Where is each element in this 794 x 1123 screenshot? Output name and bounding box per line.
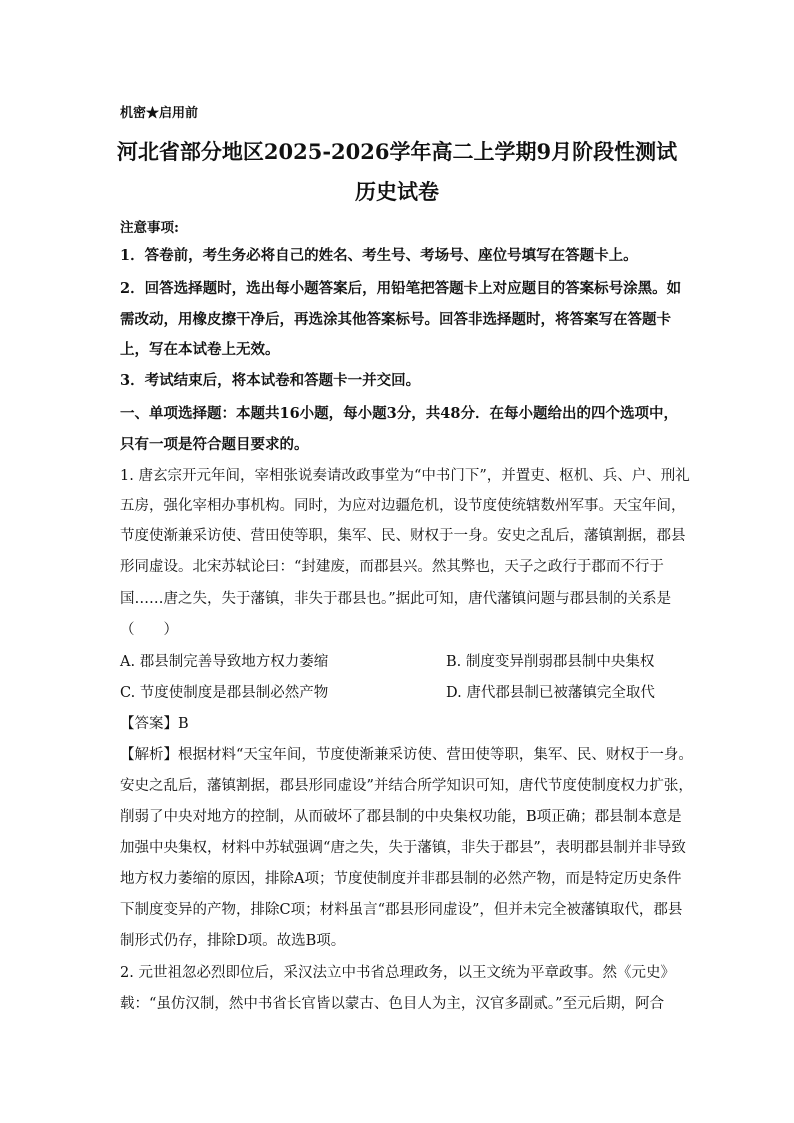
option-a: A. 郡县制完善导致地方权力萎缩 xyxy=(120,654,329,670)
question-1-text: 形同虚设。北宋苏轼论曰：“封建废，而郡县兴。然其弊也，天子之政行于郡而不行于 xyxy=(120,559,664,575)
answer-label: 【答案】B xyxy=(120,716,189,732)
analysis-text: 削弱了中央对地方的控制，从而破坏了郡县制的中央集权功能，B项正确；郡县制本意是 xyxy=(120,809,682,825)
answer-blank: （ ） xyxy=(120,622,178,638)
question-1-text: 1. 唐玄宗开元年间，宰相张说奏请改政事堂为“中书门下”，并置吏、枢机、兵、户、刑礼 xyxy=(120,468,690,484)
analysis-text: 加强中央集权，材料中苏轼强调“唐之失，失于藩镇，非失于郡县”，表明郡县制并非导致 xyxy=(120,840,686,856)
analysis-text: 下制度变异的产物，排除C项；材料虽言“郡县形同虚设”，但并未完全被藩镇取代，郡县 xyxy=(120,902,683,918)
exam-subject: 历史试卷 xyxy=(355,179,439,204)
question-1-text: 五房，强化宰相办事机构。同时，为应对边疆危机，设节度使统辖数州军事。天宝年间， xyxy=(120,498,686,514)
option-d: D. 唐代郡县制已被藩镇完全取代 xyxy=(446,685,655,701)
question-1-text: 节度使渐兼采访使、营田使等职，集军、民、财权于一身。安史之乱后，藩镇割据，郡县 xyxy=(120,528,686,544)
notes-line: 上，写在本试卷上无效。 xyxy=(120,341,280,358)
analysis-text: 地方权力萎缩的原因，排除A项；节度使制度并非郡县制的必然产物，而是特定历史条件 xyxy=(120,871,682,887)
exam-title: 河北省部分地区2025-2026学年高二上学期9月阶段性测试 xyxy=(116,139,678,164)
notes-line: 2．回答选择题时，选出每小题答案后，用铅笔把答题卡上对应题目的答案标号涂黑。如 xyxy=(120,280,682,297)
question-2-text: 载：“虽仿汉制，然中书省长官皆以蒙古、色目人为主，汉官多副贰。”至元后期，阿合 xyxy=(120,996,665,1012)
notes-line: 1．答卷前，考生务必将自己的姓名、考生号、考场号、座位号填写在答题卡上。 xyxy=(120,247,638,264)
notes-line: 需改动，用橡皮擦干净后，再选涂其他答案标号。回答非选择题时，将答案写在答题卡 xyxy=(120,311,671,328)
section-heading: 一、单项选择题：本题共16小题，每小题3分，共48分．在每小题给出的四个选项中， xyxy=(120,405,678,422)
option-c: C. 节度使制度是郡县制必然产物 xyxy=(120,685,329,701)
section-heading-cont: 只有一项是符合题目要求的。 xyxy=(120,436,309,453)
analysis-text: 安史之乱后，藩镇割据，郡县形同虚设”并结合所学知识可知，唐代节度使制度权力扩张， xyxy=(120,778,693,794)
analysis-text: 制形式仍存，排除D项。故选B项。 xyxy=(120,933,346,949)
analysis-text: 【解析】根据材料“天宝年间，节度使渐兼采访使、营田使等职，集军、民、财权于一身。 xyxy=(120,747,693,763)
question-2-text: 2. 元世祖忽必烈即位后，采汉法立中书省总理政务，以王文统为平章政事。然《元史》 xyxy=(120,965,675,981)
notes-line: 3．考试结束后，将本试卷和答题卡一并交回。 xyxy=(120,372,421,389)
option-b: B. 制度变异削弱郡县制中央集权 xyxy=(446,654,655,670)
confidential-mark: 机密★启用前 xyxy=(120,106,199,121)
question-1-text: 国……唐之失，失于藩镇，非失于郡县也。”据此可知，唐代藩镇问题与郡县制的关系是 xyxy=(120,591,672,607)
notes-heading: 注意事项: xyxy=(120,220,179,236)
